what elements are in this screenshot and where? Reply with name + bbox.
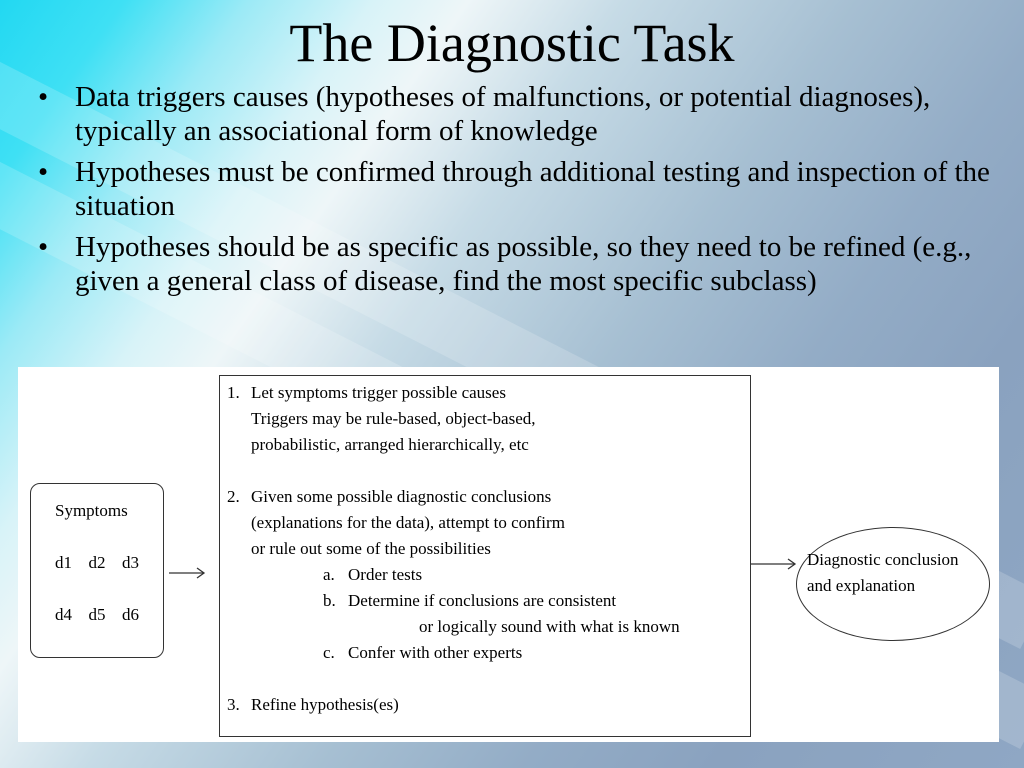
conclusion-line-2: and explanation xyxy=(807,576,916,595)
symptoms-title: Symptoms xyxy=(55,501,128,520)
substep-a-text: Order tests xyxy=(348,565,423,584)
bullet-dot: • xyxy=(38,156,49,188)
symptoms-row-2: d4 d5 d6 xyxy=(55,605,139,624)
bullet-text: Hypotheses must be confirmed through additional testing and inspection of the situation xyxy=(75,156,990,222)
bullet-item xyxy=(30,155,1010,223)
diagnosis-figure xyxy=(18,367,999,742)
bullet-dot: • xyxy=(38,81,49,113)
step-2-number: 2. xyxy=(227,487,240,506)
bullet-text: Hypotheses should be as specific as possible, so they need to be refined (e.g., given a general class of disease, find the most specific subclass) xyxy=(75,231,972,297)
bullet-item xyxy=(30,80,1010,148)
step-2-line-3: or rule out some of the possibilities xyxy=(251,539,491,558)
substep-a-label: a. xyxy=(323,565,335,584)
step-1-number: 1. xyxy=(227,383,240,402)
conclusion-ellipse xyxy=(796,527,990,641)
substep-c-label: c. xyxy=(323,643,335,662)
step-1-line-2: Triggers may be rule-based, object-based, xyxy=(251,409,536,428)
steps-box xyxy=(219,375,751,737)
bullet-dot: • xyxy=(38,231,49,263)
symptoms-row-1: d1 d2 d3 xyxy=(55,553,139,572)
step-2-line-2: (explanations for the data), attempt to confirm xyxy=(251,513,565,532)
symptoms-box xyxy=(30,483,164,658)
substep-b-text-1: Determine if conclusions are consistent xyxy=(348,591,617,610)
bullet-list xyxy=(30,80,1010,305)
arrow-right-icon xyxy=(168,565,208,581)
step-1-line-1: Let symptoms trigger possible causes xyxy=(251,383,506,402)
substep-c-text: Confer with other experts xyxy=(348,643,523,662)
step-3-text: Refine hypothesis(es) xyxy=(251,695,399,714)
substep-b-text-2: or logically sound with what is known xyxy=(419,617,680,636)
bullet-text: Data triggers causes (hypotheses of malfunctions, or potential diagnoses), typically an associational form of knowledge xyxy=(75,81,931,147)
bullet-item xyxy=(30,230,1010,298)
conclusion-line-1: Diagnostic conclusion xyxy=(807,550,959,569)
step-2-line-1: Given some possible diagnostic conclusions xyxy=(251,487,552,506)
substep-b-label: b. xyxy=(323,591,336,610)
step-1-line-3: probabilistic, arranged hierarchically, etc xyxy=(251,435,529,454)
slide-title: The Diagnostic Task xyxy=(289,13,735,73)
step-3-number: 3. xyxy=(227,695,240,714)
arrow-right-icon xyxy=(749,556,799,572)
